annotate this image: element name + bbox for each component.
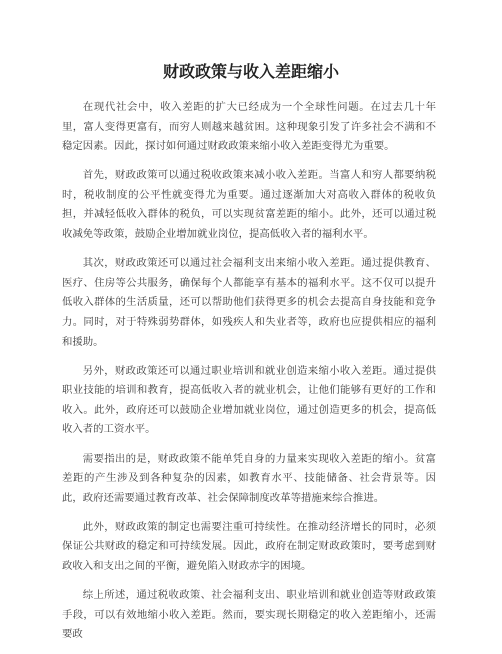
paragraph-intro: 在现代社会中，收入差距的扩大已经成为一个全球性问题。在过去几十年里，富人变得更富有，而穷人则越来越贫困。这种现象引发了许多社会不满和不稳定因素。因此，探讨如何通过财政政策来缩小收入差距变得尤为重要。	[62, 101, 436, 153]
paragraph-conclusion: 综上所述，通过税收政策、社会福利支出、职业培训和就业创造等财政政策手段，可以有效地缩小收入差距。然而，要实现长期稳定的收入差距缩小，还需要政	[62, 589, 436, 641]
document-body	[62, 98, 436, 654]
paragraph-social-welfare: 其次，财政政策还可以通过社会福利支出来缩小收入差距。通过提供教育、医疗、住房等公共服务，确保每个人都能享有基本的福利水平。这不仅可以提升低收入群体的生活质量，还可以帮助他们获得更多的机会去提高自身技能和竞争力。同时，对于特殊弱势群体，如残疾人和失业者等，政府也应提供相应的福利和援助。	[62, 257, 436, 348]
paragraph-tax-policy: 首先，财政政策可以通过税收政策来减小收入差距。当富人和穷人都要纳税时，税收制度的公平性就变得尤为重要。通过逐渐加大对高收入群体的税收负担，并减轻低收入群体的税负，可以实现贫富差距的缩小。此外，还可以通过税收减免等政策，鼓励企业增加就业岗位，提高低收入者的福利水平。	[62, 169, 436, 241]
paragraph-sustainability: 此外，财政政策的制定也需要注重可持续性。在推动经济增长的同时，必须保证公共财政的稳定和可持续发展。因此，政府在制定财政政策时，要考虑到财政收入和支出之间的平衡，避免陷入财政赤字的困境。	[62, 520, 436, 572]
document-title: 财政政策与收入差距缩小	[162, 62, 339, 81]
paragraph-employment: 另外，财政政策还可以通过职业培训和就业创造来缩小收入差距。通过提供职业技能的培训和教育，提高低收入者的就业机会，让他们能够有更好的工作和收入。此外，政府还可以鼓励企业增加就业岗位，通过创造更多的机会，提高低收入者的工资水平。	[62, 364, 436, 436]
paragraph-limitations: 需要指出的是，财政政策不能单凭自身的力量来实现收入差距的缩小。贫富差距的产生涉及到各种复杂的因素，如教育水平、技能储备、社会背景等。因此，政府还需要通过教育改革、社会保障制度改革等措施来综合推进。	[62, 452, 436, 504]
